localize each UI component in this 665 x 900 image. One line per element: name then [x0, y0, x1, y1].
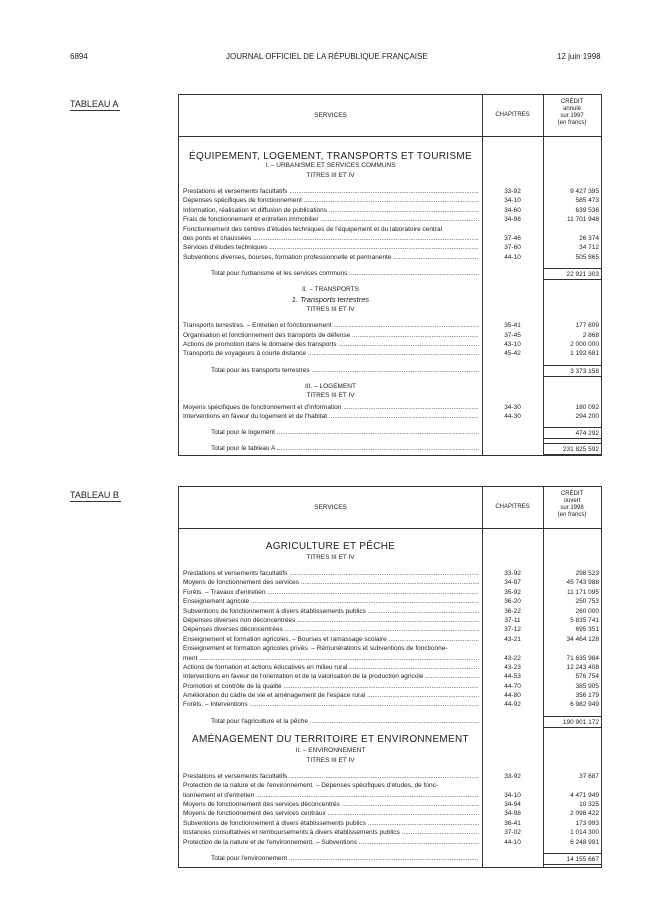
row-chapter: 44-10: [504, 838, 521, 846]
page-date: 12 juin 1998: [557, 52, 601, 61]
row-amount: 385 905: [575, 682, 599, 690]
row-amount: 71 635 984: [566, 654, 599, 662]
row-chapter: 36-20: [504, 598, 521, 606]
row-chapter: 36-22: [504, 607, 521, 615]
section-title: AGRICULTURE ET PÊCHE: [265, 541, 396, 552]
row-label: Services d'études techniques .....: [183, 243, 479, 252]
row-amount: 180 092: [575, 403, 599, 411]
row-chapter: 44-10: [504, 253, 521, 261]
row-label: Subventions de fonctionnement à divers établissements publics .....: [183, 607, 479, 616]
row-label: Forêts. – Travaux d'entretien .....: [183, 588, 479, 597]
table-a-header: [179, 95, 601, 137]
subsection-title: III. – LOGEMENT: [305, 382, 356, 390]
row-label: Enseignement agricole .....: [183, 597, 479, 606]
row-chapter: 43-22: [504, 654, 521, 662]
row-chapter: 34-30: [504, 403, 521, 411]
table-row: [179, 578, 601, 587]
row-chapter: 36-41: [504, 819, 521, 827]
row-chapter: 37-12: [504, 626, 521, 634]
row-label: Amélioration du cadre de vie et aménagement de l'espace rural .....: [183, 691, 479, 700]
table-row: [179, 588, 601, 597]
table-row: [179, 838, 601, 847]
row-label: Moyens de fonctionnement des services déconcentrés .....: [183, 800, 479, 809]
row-chapter: 37-45: [504, 331, 521, 339]
total-row: Total pour l'urbanisme et les services communs ..... 22 921 303: [179, 268, 601, 280]
subsection-title: II. – ENVIRONNEMENT: [295, 746, 366, 754]
row-chapter: 33-92: [504, 188, 521, 195]
col-credit: CRÉDIT annulé sur 1997 (en francs): [557, 99, 587, 126]
row-chapter: 34-94: [504, 801, 521, 809]
row-chapter: 37-46: [504, 234, 521, 242]
row-chapter: 43-21: [504, 635, 521, 643]
row-chapter: 45-42: [504, 350, 521, 358]
table-row: [179, 819, 601, 828]
row-label: Transports de voyageurs à courte distance .....: [183, 349, 479, 358]
row-label: Protection de la nature et de l'environnement. – Subventions .....: [183, 838, 479, 847]
row-label: Fonctionnement des centres d'études techniques de l'équipement et du laboratoire central: [183, 225, 443, 233]
table-row: [179, 243, 601, 252]
table-b-header: [179, 487, 601, 529]
titres-heading: TITRES III ET IV: [306, 172, 355, 179]
row-amount: 695 351: [575, 626, 599, 634]
table-row: [179, 691, 601, 700]
row-label: Actions de formation et actions éducatives en milieu rural .....: [183, 663, 479, 672]
row-amount: 45 743 988: [566, 579, 599, 587]
row-chapter: 37-60: [504, 244, 521, 252]
row-amount: 294 200: [575, 413, 599, 421]
row-label: Dépenses diverses non déconcentrées .....: [183, 616, 479, 625]
row-chapter: 34-98: [504, 810, 521, 818]
row-amount: 177 609: [575, 322, 599, 330]
row-label: Prestations et versements facultatifs .....: [183, 569, 479, 578]
grand-total-row: Total pour le tableau A ..... 231 825 592: [179, 443, 601, 455]
table-b-rows-2: [179, 772, 601, 847]
table-b-label: TABLEAU B: [70, 490, 119, 500]
table-row: [179, 635, 601, 644]
table-row: [179, 828, 601, 837]
row-amount: 34 712: [579, 244, 599, 252]
row-label: des ponts et chaussées .....: [183, 234, 479, 243]
row-label: Transports terrestres. – Entretien et fonctionnement .....: [183, 321, 479, 330]
row-label: Dépenses spécifiques de fonctionnement .....: [183, 196, 479, 205]
row-amount: 260 000: [575, 607, 599, 615]
row-amount: 5 835 741: [570, 616, 599, 624]
row-label: Forêts. – Interventions .....: [183, 700, 479, 709]
row-chapter: 37-11: [504, 616, 521, 624]
row-label: Prestations et versements facultatifs .....: [183, 187, 479, 196]
table-row: [179, 321, 601, 330]
total-row: Total pour l'agriculture et la pêche ..... 190 901 172: [179, 716, 601, 728]
row-label: Enseignement et formation agricoles privés. – Rémunérations et subventions de fonctionne-: [183, 645, 448, 653]
titres-heading: TITRES III ET IV: [306, 391, 355, 399]
row-chapter: 34-10: [504, 197, 521, 205]
row-label: Organisation et fonctionnement des transports de défense .....: [183, 331, 479, 340]
row-amount: 9 427 395: [570, 188, 599, 195]
row-amount: 1 192 681: [570, 350, 599, 358]
row-amount: 298 523: [575, 570, 599, 577]
row-chapter: 44-92: [504, 701, 521, 709]
table-row: [179, 800, 601, 809]
total-row: Total pour les transports terrestres ..... 3 373 158: [179, 365, 601, 377]
row-chapter: 34-10: [504, 791, 521, 799]
row-amount: 34 464 128: [566, 635, 599, 643]
table-row: [179, 225, 601, 234]
subsection-title: I. – URBANISME ET SERVICES COMMUNS: [265, 162, 396, 169]
table-row: [179, 644, 601, 653]
row-amount: 6 248 991: [570, 838, 599, 846]
table-row: [179, 672, 601, 681]
row-amount: 505 865: [575, 253, 599, 261]
row-chapter: 35-41: [504, 322, 521, 330]
table-row: [179, 654, 601, 663]
table-a-label: TABLEAU A: [70, 99, 119, 109]
row-label: Subventions de fonctionnement à divers établissements publics .....: [183, 819, 479, 828]
table-a-rows-3: [179, 403, 601, 422]
row-amount: 585 473: [575, 197, 599, 205]
row-label: Moyens spécifiques de fonctionnement et d'information .....: [183, 403, 479, 412]
total-row: Total pour le logement ..... 474 292: [179, 427, 601, 439]
row-label: Enseignement et formation agricoles. – Bourses et ramassage scolaire .....: [183, 635, 479, 644]
row-amount: 37 687: [579, 772, 599, 780]
row-amount: 356 179: [575, 692, 599, 700]
table-row: [179, 196, 601, 205]
row-label: Information, réalisation et diffusion de publications .....: [183, 206, 479, 215]
row-label: Moyens de fonctionnement des services .....: [183, 578, 479, 587]
row-amount: 2 000 000: [570, 340, 599, 348]
row-label: Protection de la nature et de l'environnement. – Dépenses spécifiques d'études, de fonc-: [183, 782, 439, 790]
row-label: Moyens de fonctionnement des services centraux .....: [183, 809, 479, 818]
col-chapitres: CHAPITRES: [495, 504, 530, 510]
section-title: AMÉNAGEMENT DU TERRITOIRE ET ENVIRONNEMENT: [192, 733, 469, 745]
table-row: [179, 340, 601, 349]
row-chapter: 34-60: [504, 206, 521, 214]
row-amount: 250 753: [575, 598, 599, 606]
page-number: 6894: [70, 52, 88, 61]
row-chapter: 33-92: [504, 570, 521, 577]
total-row: Total pour l'environnement ..... 14 155 667: [179, 853, 601, 865]
row-chapter: 44-80: [504, 692, 521, 700]
row-label: Interventions en faveur de l'orientation et de la valorisation de la production agricole .....: [183, 672, 479, 681]
section-title: ÉQUIPEMENT, LOGEMENT, TRANSPORTS ET TOURISME: [189, 151, 472, 162]
row-amount: 639 536: [575, 206, 599, 214]
table-row: [179, 569, 601, 578]
row-chapter: 37-02: [504, 829, 521, 837]
table-row: [179, 682, 601, 691]
table-b: [178, 486, 602, 868]
table-row: [179, 625, 601, 634]
row-label: Instances consultatives et remboursements à divers établissements publics .....: [183, 828, 479, 837]
row-label: Actions de promotion dans le domaine des transports .....: [183, 340, 479, 349]
table-row: [179, 215, 601, 224]
table-row: [179, 700, 601, 709]
row-amount: 2 868: [582, 331, 599, 339]
row-chapter: 43-23: [504, 663, 521, 671]
row-label: Interventions en faveur du logement et de l'habitat .....: [183, 412, 479, 421]
row-chapter: 35-92: [504, 588, 521, 596]
table-a-rows-2: [179, 321, 601, 359]
row-amount: 173 993: [575, 819, 599, 827]
row-chapter: 43-10: [504, 340, 521, 348]
row-chapter: 44-30: [504, 413, 521, 421]
table-row: [179, 187, 601, 196]
row-label: Subventions diverses, bourses, formation professionnelle et permanente .....: [183, 253, 479, 262]
table-row: [179, 781, 601, 790]
table-row: [179, 809, 601, 818]
row-chapter: 34-98: [504, 216, 521, 224]
row-amount: 1 014 300: [570, 829, 599, 837]
table-row: [179, 253, 601, 262]
journal-title: JOURNAL OFFICIEL DE LA RÉPUBLIQUE FRANÇAISE: [226, 52, 428, 61]
row-amount: 11 701 948: [566, 216, 599, 224]
row-amount: 6 982 949: [570, 701, 599, 709]
table-b-rows-1: [179, 569, 601, 710]
table-a-rows-1: [179, 187, 601, 262]
col-services: SERVICES: [314, 504, 347, 511]
table-row: [179, 206, 601, 215]
table-row: [179, 597, 601, 606]
titres-heading: TITRES III ET IV: [306, 756, 355, 764]
table-row: [179, 607, 601, 616]
row-amount: 576 754: [575, 673, 599, 681]
col-services: SERVICES: [314, 112, 347, 119]
table-row: [179, 663, 601, 672]
table-row: [179, 331, 601, 340]
subsection-title: II. – TRANSPORTS: [302, 286, 359, 294]
table-row: [179, 349, 601, 358]
table-row: [179, 772, 601, 781]
table-row: [179, 791, 601, 800]
row-amount: 4 471 949: [570, 791, 599, 799]
row-label: Promotion et contrôle de la qualité .....: [183, 682, 479, 691]
row-amount: 11 171 095: [566, 588, 599, 596]
table-row: [179, 412, 601, 421]
table-a: [178, 94, 602, 456]
row-amount: 26 374: [579, 234, 599, 242]
titres-heading: TITRES III ET IV: [306, 306, 355, 314]
row-label: Frais de fonctionnement et entretien immobilier .....: [183, 215, 479, 224]
table-row: [179, 234, 601, 243]
row-amount: 12 243 408: [566, 663, 599, 671]
col-credit: CRÉDIT ouvert sur 1998 (en francs): [557, 491, 587, 518]
row-chapter: 34-97: [504, 579, 521, 587]
row-label: Dépenses diverses déconcentrées .....: [183, 625, 479, 634]
row-chapter: 44-70: [504, 682, 521, 690]
table-row: [179, 403, 601, 412]
table-row: [179, 616, 601, 625]
row-amount: 10 325: [579, 801, 599, 809]
col-chapitres: CHAPITRES: [495, 112, 530, 118]
row-chapter: 33-92: [504, 772, 521, 780]
row-chapter: 44-53: [504, 673, 521, 681]
row-amount: 2 098 422: [570, 810, 599, 818]
subsection-subtitle: 1. Transports terrestres: [291, 295, 370, 305]
titres-heading: TITRES III ET IV: [306, 554, 355, 561]
row-label: tionnement et d'entretien .....: [183, 791, 479, 800]
row-label: Prestations et versements facultatifs .....: [183, 772, 479, 781]
row-label: ment .....: [183, 654, 479, 663]
